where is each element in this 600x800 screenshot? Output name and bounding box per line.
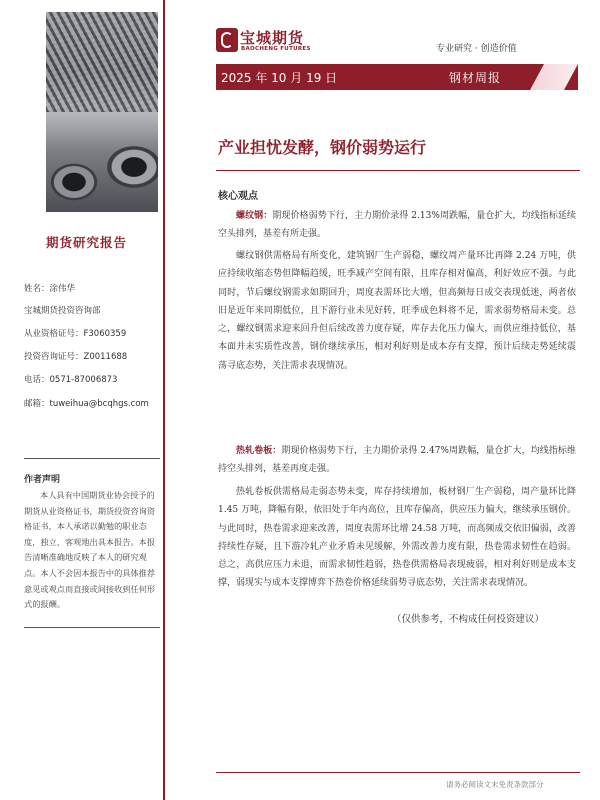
report-headline: 产业担忧发酵，钢价弱势运行 [218,138,427,157]
brand-name-cn: 宝城期货 [240,29,305,47]
author-name: 姓名：涂伟华 [24,284,76,294]
investment-disclaimer: （仅供参考，不构成任何投资建议） [392,614,545,625]
advisory-license: 投资咨询证号：Z0011688 [24,352,128,362]
footer-rule [216,772,580,773]
rebar-bundle-image [46,12,158,112]
declaration-bottom-rule [24,627,160,628]
author-phone: 电话：0571-87006873 [24,375,118,385]
brand-tagline: 专业研究 · 创造价值 [436,44,517,54]
hrc-label: 热轧卷板： [236,446,282,456]
author-email: 邮箱：tuweihua@bcqhgs.com [24,399,149,409]
practice-license: 从业资格证号：F3060359 [24,329,127,339]
declaration-top-rule [24,458,160,459]
headline-rule [216,170,580,171]
sidebar-report-title: 期货研究报告 [46,235,128,250]
hrc-summary-text: 期现价格弱势下行，主力期价录得 2.47%周跌幅，量仓扩大，均线指标维持空头排列，基差再度走强。 [218,446,576,475]
declaration-body: 本人具有中国期货业协会授予的期货从业资格证书，期货投资咨询资格证书，本人承诺以勤勉的职业态度，独立、客观地出具本报告。本报告清晰准确地反映了本人的研究观点。本人不会因本报告中的具体推荐意见或观点而直接或间接收到任何形式的报酬。 [24,490,156,610]
section-title: 核心观点 [218,191,258,202]
date-banner [216,64,578,90]
rebar-summary [218,207,576,244]
steel-coil-image [46,112,158,212]
declaration-title: 作者声明 [24,475,61,485]
sidebar-divider [163,0,165,800]
hrc-analysis: 热轧卷板供需格局走弱态势未变，库存持续增加，板材钢厂生产弱稳，周产量环比降 1.45 万吨，降幅有限，依旧处于年内高位，且库存偏高，供应压力偏大，继续承压钢价。与此同时，热卷需求迎来改善，周度表需环比增 24.58 万吨，而高频成交依旧偏弱，改善持续性存疑，且下游冷轧产业矛盾未见缓解，外需改善力度有限，热卷需求韧性在趋弱。总之，高供应压力未退，而需求韧性趋弱，热卷供需格局表现疲弱，相对利好则是成本支撑，弱现实与成本支撑博弈下热卷价格延续弱势寻底态势，关注需求表现情况。 [218,487,576,589]
footer-note: 请务必阅读文末免责条款部分 [446,780,544,789]
report-type: 钢材周报 [449,71,502,85]
brand-name-en: BAOCHENG FUTURES [241,46,311,52]
rebar-label: 螺纹钢： [236,211,273,221]
banner-stripe [583,64,600,90]
logo-mark-icon [216,28,238,52]
hrc-summary [218,442,576,479]
report-date: 2025 年 10 月 19 日 [221,71,338,85]
rebar-summary-text: 期现价格弱势下行，主力期价录得 2.13%周跌幅，量仓扩大，均线指标延续空头排列，基差有所走强。 [218,211,576,240]
rebar-analysis: 螺纹钢供需格局有所变化，建筑钢厂生产弱稳，螺纹周产量环比再降 2.24 万吨，供应持续收缩态势但降幅趋缓，旺季减产空间有限，且库存相对偏高，利好效应不强。与此同时，节后螺纹钢需求如期回升，周度表需环比大增，但高频每日成交表现低迷，两者依旧是近年来同期低位，且下游行业未见好转，旺季成色料将不足，需求弱势格局未变。总之，螺纹钢需求迎来回升但后续改善力度存疑，库存去化压力偏大，而供应维持低位，基本面并未实质性改善，钢价继续承压，相对利好则是成本存有支撑，预计后续走势延续震荡寻底态势，关注需求表现情况。 [218,251,576,371]
cover-steel-photo [46,12,158,212]
author-department: 宝城期货投资咨询部 [24,306,101,316]
